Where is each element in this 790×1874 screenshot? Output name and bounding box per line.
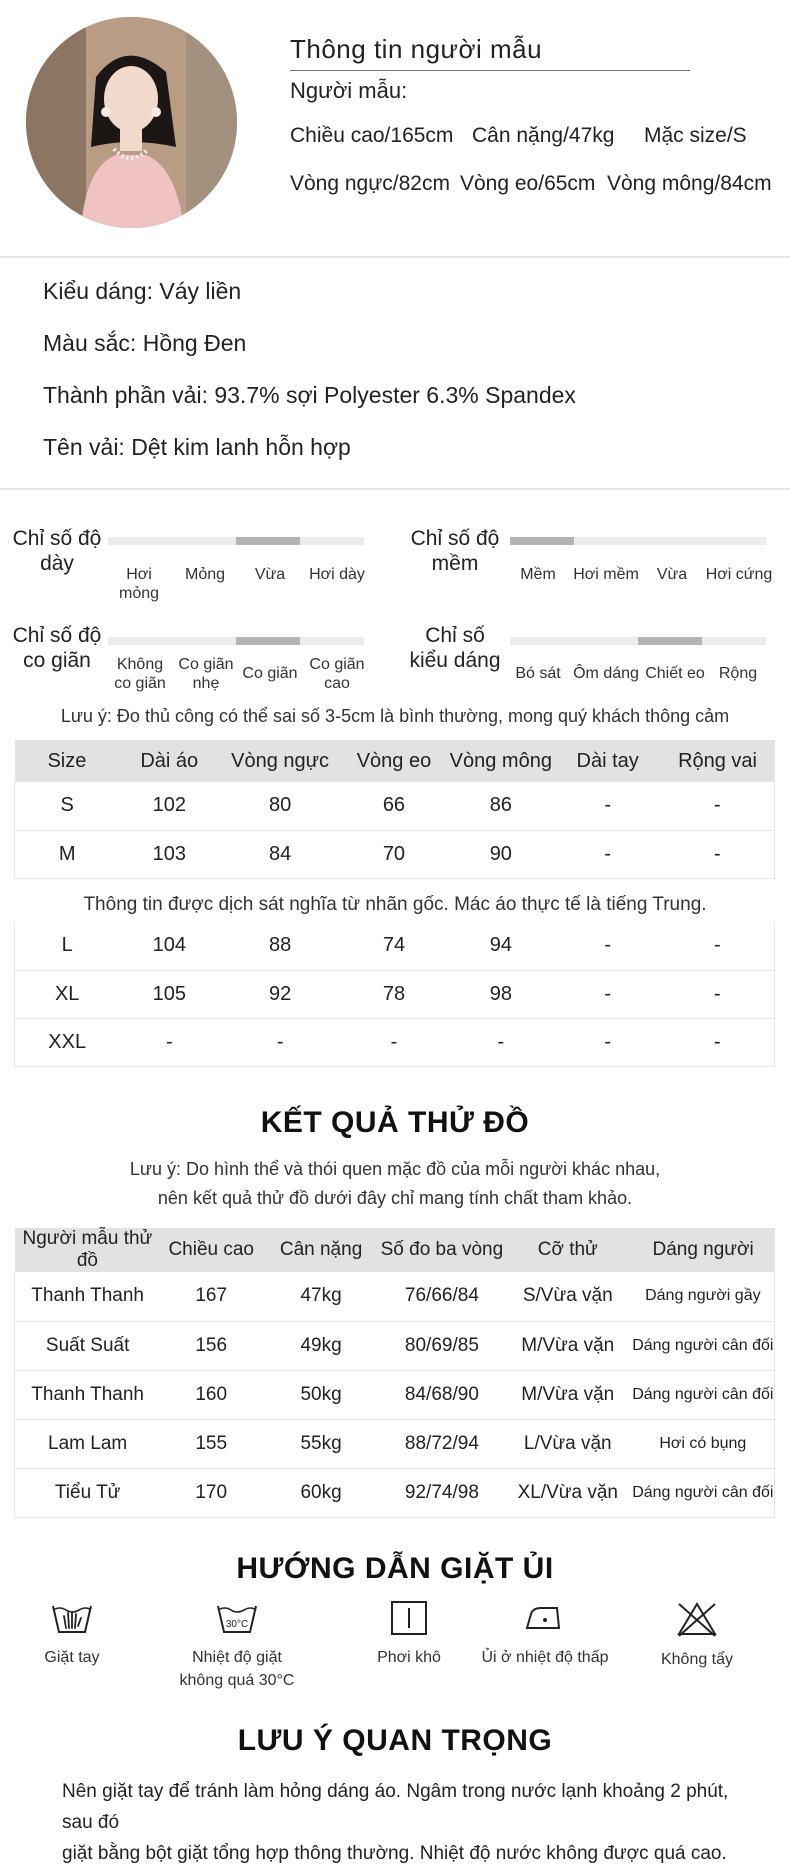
softness-index-track <box>510 537 766 545</box>
washing-title: HƯỚNG DẪN GIẶT ỦI <box>236 1552 554 1585</box>
model-stats-row-2 <box>290 172 772 196</box>
shape-option: Bó sát <box>515 665 561 682</box>
table-cell: S/Vừa vặn <box>504 1272 632 1321</box>
table-cell: - <box>447 1018 555 1066</box>
title-underline <box>290 70 690 71</box>
section-divider <box>0 488 790 490</box>
header-size-tried: Cỡ thử <box>504 1228 632 1272</box>
table-cell: 50kg <box>262 1370 380 1419</box>
table-cell: 90 <box>447 830 555 878</box>
header-weight: Cân nặng <box>262 1228 380 1272</box>
table-row <box>15 1370 775 1419</box>
elasticity-option: Co giãn cao <box>309 656 365 692</box>
table-cell: XL <box>15 970 120 1018</box>
wash-30-icon <box>215 1600 259 1636</box>
hand-wash-icon <box>50 1600 94 1636</box>
table-cell: Thanh Thanh <box>15 1370 161 1419</box>
table-cell: 155 <box>160 1419 262 1468</box>
thickness-index-label: Chỉ số độ dày <box>12 527 102 575</box>
table-cell: 86 <box>447 782 555 830</box>
table-cell: 80/69/85 <box>380 1321 504 1370</box>
table-cell: - <box>341 1018 447 1066</box>
table-cell: 156 <box>160 1321 262 1370</box>
table-cell: 170 <box>160 1468 262 1517</box>
shape-option: Rộng <box>718 665 758 682</box>
table-cell: - <box>555 830 661 878</box>
shape-index-label: Chỉ số kiểu dáng <box>409 624 501 672</box>
thickness-option: Mỏng <box>184 566 226 583</box>
wash-item-iron <box>470 1600 620 1669</box>
table-cell: - <box>555 970 661 1018</box>
header-sleeve: Dài tay <box>555 740 661 782</box>
table-cell: Suất Suất <box>15 1321 161 1370</box>
softness-option: Hơi cứng <box>705 566 773 583</box>
tryon-note: Lưu ý: Do hình thể và thói quen mặc đồ của mỗi người khác nhau, nên kết quả thử đồ dưới đây chỉ mang tính chất tham khảo. <box>129 1159 661 1208</box>
svg-text:30°C: 30°C <box>225 1619 249 1630</box>
thickness-option: Hơi dày <box>309 566 365 583</box>
table-row <box>15 1321 775 1370</box>
table-cell: M/Vừa vặn <box>504 1321 632 1370</box>
model-size: Mặc size/S <box>644 124 747 147</box>
softness-option: Hơi mềm <box>573 566 639 583</box>
table-cell: Lam Lam <box>15 1419 161 1468</box>
shape-option: Chiết eo <box>645 665 705 682</box>
table-cell: - <box>661 1018 775 1066</box>
table-cell: 94 <box>447 922 555 970</box>
line-dry-icon <box>389 1600 429 1636</box>
header-measurements: Số đo ba vòng <box>380 1228 504 1272</box>
table-cell: - <box>661 782 775 830</box>
table-cell: Hơi có bụng <box>632 1419 775 1468</box>
important-title: LƯU Ý QUAN TRỌNG <box>237 1724 553 1757</box>
model-info-section <box>0 0 790 256</box>
elasticity-option: Không co giãn <box>114 656 166 692</box>
table-cell: - <box>661 970 775 1018</box>
size-table-top <box>14 740 775 879</box>
model-photo-illustration <box>26 17 237 228</box>
table-cell: 92/74/98 <box>380 1468 504 1517</box>
model-stats-row-1 <box>290 124 747 148</box>
table-cell: 78 <box>341 970 447 1018</box>
model-avatar <box>26 17 237 228</box>
table-cell: 103 <box>119 830 219 878</box>
table-cell: M/Vừa vặn <box>504 1370 632 1419</box>
table-row <box>15 1468 775 1517</box>
model-hip: Vòng mông/84cm <box>607 172 772 195</box>
size-table-header <box>15 740 775 782</box>
elasticity-index-label: Chỉ số độ co giãn <box>12 624 102 672</box>
softness-index-selected <box>510 537 574 545</box>
table-cell: 74 <box>341 922 447 970</box>
table-cell: M <box>15 830 120 878</box>
shape-index-selected <box>638 637 702 645</box>
table-cell: Thanh Thanh <box>15 1272 161 1321</box>
tryon-table-header <box>15 1228 775 1272</box>
table-cell: 60kg <box>262 1468 380 1517</box>
table-cell: 76/66/84 <box>380 1272 504 1321</box>
table-cell: 80 <box>219 782 341 830</box>
iron-low-icon <box>523 1600 567 1636</box>
wash-item-no-bleach <box>622 1600 772 1671</box>
table-cell: 104 <box>119 922 219 970</box>
table-cell: Dáng người cân đối <box>632 1370 775 1419</box>
wash-label: Giặt tay <box>44 1649 100 1666</box>
header-bust: Vòng ngực <box>219 740 341 782</box>
table-cell: Dáng người cân đối <box>632 1468 775 1517</box>
table-cell: 84/68/90 <box>380 1370 504 1419</box>
table-cell: - <box>555 782 661 830</box>
table-cell: 55kg <box>262 1419 380 1468</box>
wash-label: Không tẩy <box>660 1651 734 1668</box>
table-cell: 105 <box>119 970 219 1018</box>
model-info-title: Thông tin người mẫu <box>290 34 543 64</box>
wash-label: Ủi ở nhiệt độ thấp <box>481 1649 609 1666</box>
softness-option: Vừa <box>656 566 688 583</box>
thickness-index-selected <box>236 537 300 545</box>
tryon-table <box>14 1228 775 1518</box>
table-row <box>15 1419 775 1468</box>
table-cell: Dáng người cân đối <box>632 1321 775 1370</box>
elasticity-index-track <box>108 637 364 645</box>
important-text: Nên giặt tay để tránh làm hỏng dáng áo. Ngâm trong nước lạnh khoảng 2 phút, sau đó giặt bằng bột giặt tổng hợp thông thường. Nhiệt độ nước không được quá cao. <box>62 1781 729 1864</box>
wash-item-hand-wash <box>0 1600 147 1669</box>
wash-item-temperature <box>162 1600 312 1692</box>
header-height: Chiều cao <box>160 1228 262 1272</box>
shape-option: Ôm dáng <box>573 665 639 682</box>
wash-item-line-dry <box>334 1600 484 1669</box>
header-hip: Vòng mông <box>447 740 555 782</box>
table-cell: - <box>555 922 661 970</box>
table-cell: - <box>661 830 775 878</box>
table-cell: L <box>15 922 120 970</box>
size-table-bottom <box>14 922 775 1067</box>
attr-style: Kiểu dáng: Váy liền <box>43 278 242 304</box>
table-row <box>15 830 775 878</box>
header-size: Size <box>15 740 120 782</box>
softness-option: Mềm <box>520 566 556 583</box>
elasticity-option: Co giãn <box>242 665 298 682</box>
table-cell: - <box>219 1018 341 1066</box>
table-cell: L/Vừa vặn <box>504 1419 632 1468</box>
table-row <box>15 1018 775 1066</box>
wash-label: Phơi khô <box>377 1649 441 1666</box>
table-cell: 49kg <box>262 1321 380 1370</box>
thickness-option: Vừa <box>254 566 286 583</box>
table-cell: XL/Vừa vặn <box>504 1468 632 1517</box>
thickness-index-track <box>108 537 364 545</box>
header-body-shape: Dáng người <box>632 1228 775 1272</box>
no-bleach-icon <box>675 1600 719 1638</box>
table-cell: S <box>15 782 120 830</box>
thickness-option: Hơi mỏng <box>118 566 160 602</box>
table-cell: 84 <box>219 830 341 878</box>
shape-index-track <box>510 637 766 645</box>
table-cell: 160 <box>160 1370 262 1419</box>
table-cell: - <box>661 922 775 970</box>
header-waist: Vòng eo <box>341 740 447 782</box>
model-height: Chiều cao/165cm <box>290 124 454 147</box>
table-row <box>15 782 775 830</box>
table-cell: 102 <box>119 782 219 830</box>
elasticity-option: Co giãn nhẹ <box>178 656 234 692</box>
section-divider <box>0 256 790 258</box>
header-shoulder: Rộng vai <box>661 740 775 782</box>
header-length: Dài áo <box>119 740 219 782</box>
table-cell: 47kg <box>262 1272 380 1321</box>
elasticity-index-selected <box>236 637 300 645</box>
table-cell: - <box>555 1018 661 1066</box>
attr-composition: Thành phần vải: 93.7% sợi Polyester 6.3% Spandex <box>43 382 576 408</box>
table-cell: XXL <box>15 1018 120 1066</box>
table-cell: 66 <box>341 782 447 830</box>
model-label: Người mẫu: <box>290 78 408 103</box>
table-cell: 88/72/94 <box>380 1419 504 1468</box>
softness-index-label: Chỉ số độ mềm <box>410 527 500 575</box>
translation-note: Thông tin được dịch sát nghĩa từ nhãn gốc. Mác áo thực tế là tiếng Trung. <box>83 894 707 915</box>
model-waist: Vòng eo/65cm <box>460 172 596 195</box>
model-bust: Vòng ngực/82cm <box>290 172 450 195</box>
table-row <box>15 970 775 1018</box>
table-cell: Dáng người gầy <box>632 1272 775 1321</box>
tryon-title: KẾT QUẢ THỬ ĐỒ <box>260 1106 530 1139</box>
table-cell: 167 <box>160 1272 262 1321</box>
table-cell: 92 <box>219 970 341 1018</box>
table-cell: 88 <box>219 922 341 970</box>
table-cell: 98 <box>447 970 555 1018</box>
attr-fabric: Tên vải: Dệt kim lanh hỗn hợp <box>43 434 351 460</box>
table-cell: Tiểu Tử <box>15 1468 161 1517</box>
wash-label: Nhiệt độ giặt không quá 30°C <box>179 1649 295 1689</box>
table-cell: - <box>119 1018 219 1066</box>
table-row <box>15 922 775 970</box>
header-tester: Người mẫu thử đồ <box>15 1228 161 1272</box>
measurement-note: Lưu ý: Đo thủ công có thể sai số 3-5cm là bình thường, mong quý khách thông cảm <box>60 706 730 726</box>
table-row <box>15 1272 775 1321</box>
model-weight: Cân nặng/47kg <box>472 124 615 147</box>
attr-color: Màu sắc: Hồng Đen <box>43 330 247 356</box>
table-cell: 70 <box>341 830 447 878</box>
